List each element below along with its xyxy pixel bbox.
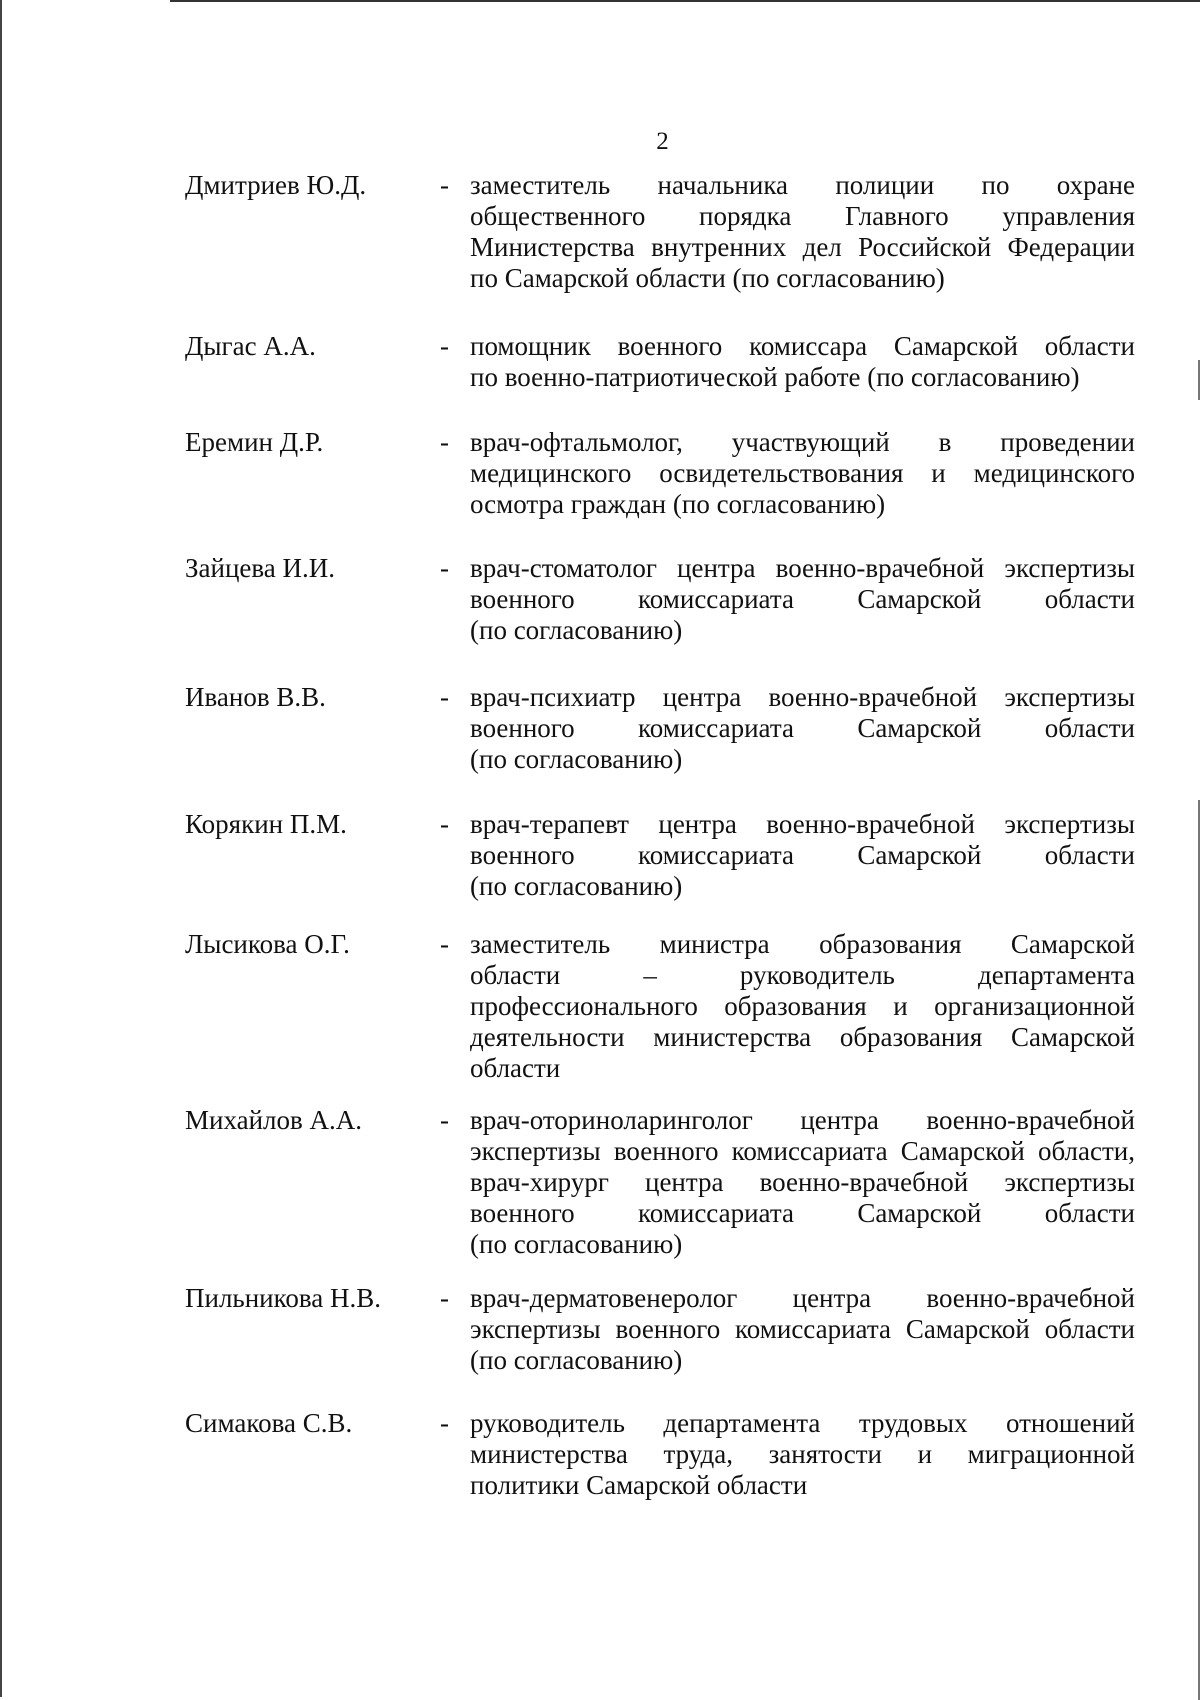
scan-border-left bbox=[0, 0, 2, 1697]
member-position bbox=[470, 682, 1135, 775]
member-name: Иванов В.В. bbox=[185, 682, 326, 712]
member-name: Пильникова Н.В. bbox=[185, 1283, 382, 1313]
page-number: 2 bbox=[656, 128, 669, 155]
position-text-line: военного комиссариата Самарской области bbox=[470, 1198, 1135, 1228]
position-text-line: врач-стоматолог центра военно-врачебной экспертизы bbox=[470, 553, 1135, 583]
position-text-line: (по согласованию) bbox=[470, 1345, 683, 1375]
position-text-line: по Самарской области (по согласованию) bbox=[470, 263, 945, 293]
position-text-line: министерства труда, занятости и миграционной bbox=[470, 1439, 1135, 1469]
position-text-line: деятельности министерства образования Самарской bbox=[470, 1022, 1135, 1052]
member-name: Еремин Д.Р. bbox=[185, 427, 324, 457]
member-name: Симакова С.В. bbox=[185, 1408, 353, 1438]
member-name: Корякин П.М. bbox=[185, 809, 347, 839]
position-text-line: заместитель начальника полиции по охране bbox=[470, 170, 1135, 200]
position-text-line: заместитель министра образования Самарской bbox=[470, 929, 1135, 959]
position-text-line: военного комиссариата Самарской области bbox=[470, 840, 1135, 870]
entry-dash: - bbox=[440, 1283, 449, 1313]
position-text-line: руководитель департамента трудовых отношений bbox=[470, 1408, 1135, 1438]
position-text-line: общественного порядка Главного управления bbox=[470, 201, 1135, 231]
member-position bbox=[470, 170, 1135, 294]
position-text-line: по военно-патриотической работе (по согласованию) bbox=[470, 362, 1080, 392]
position-text-line: профессионального образования и организационной bbox=[470, 991, 1135, 1021]
scan-border-top bbox=[170, 0, 1200, 2]
member-position bbox=[470, 1408, 1135, 1501]
position-text-line: экспертизы военного комиссариата Самарской области bbox=[470, 1314, 1135, 1344]
position-text-line: военного комиссариата Самарской области bbox=[470, 713, 1135, 743]
entry-dash: - bbox=[440, 331, 449, 361]
position-text-line: (по согласованию) bbox=[470, 1229, 683, 1259]
position-text-line: врач-офтальмолог, участвующий в проведении bbox=[470, 427, 1135, 457]
member-name: Лысикова О.Г. bbox=[185, 929, 350, 959]
member-position bbox=[470, 1283, 1135, 1376]
entry-dash: - bbox=[440, 427, 449, 457]
position-text-line: области – руководитель департамента bbox=[470, 960, 1135, 990]
position-text-line: врач-терапевт центра военно-врачебной экспертизы bbox=[470, 809, 1135, 839]
member-name: Дыгас А.А. bbox=[185, 331, 316, 361]
entry-dash: - bbox=[440, 170, 449, 200]
entry-dash: - bbox=[440, 1408, 449, 1438]
position-text-line: (по согласованию) bbox=[470, 871, 683, 901]
position-text-line: врач-психиатр центра военно-врачебной экспертизы bbox=[470, 682, 1135, 712]
member-name: Михайлов А.А. bbox=[185, 1105, 363, 1135]
position-text-line: военного комиссариата Самарской области bbox=[470, 584, 1135, 614]
member-name: Дмитриев Ю.Д. bbox=[185, 170, 367, 200]
position-text-line: (по согласованию) bbox=[470, 615, 683, 645]
member-position bbox=[470, 553, 1135, 646]
entry-dash: - bbox=[440, 809, 449, 839]
position-text-line: медицинского освидетельствования и медицинского bbox=[470, 458, 1135, 488]
position-text-line: врач-оториноларинголог центра военно-врачебной bbox=[470, 1105, 1135, 1135]
position-text-line: экспертизы военного комиссариата Самарской области, bbox=[470, 1136, 1135, 1166]
position-text-line: (по согласованию) bbox=[470, 744, 683, 774]
member-name: Зайцева И.И. bbox=[185, 553, 336, 583]
position-text-line: Министерства внутренних дел Российской Федерации bbox=[470, 232, 1135, 262]
member-position bbox=[470, 427, 1135, 520]
position-text-line: политики Самарской области bbox=[470, 1470, 808, 1500]
position-text-line: области bbox=[470, 1053, 561, 1083]
entry-dash: - bbox=[440, 1105, 449, 1135]
position-text-line: помощник военного комиссара Самарской области bbox=[470, 331, 1135, 361]
entry-dash: - bbox=[440, 553, 449, 583]
position-text-line: осмотра граждан (по согласованию) bbox=[470, 489, 886, 519]
member-position bbox=[470, 929, 1135, 1084]
member-position bbox=[470, 1105, 1135, 1260]
entry-dash: - bbox=[440, 929, 449, 959]
position-text-line: врач-хирург центра военно-врачебной экспертизы bbox=[470, 1167, 1135, 1197]
position-text-line: врач-дерматовенеролог центра военно-врачебной bbox=[470, 1283, 1135, 1313]
member-position bbox=[470, 331, 1135, 393]
member-position bbox=[470, 809, 1135, 902]
entry-dash: - bbox=[440, 682, 449, 712]
